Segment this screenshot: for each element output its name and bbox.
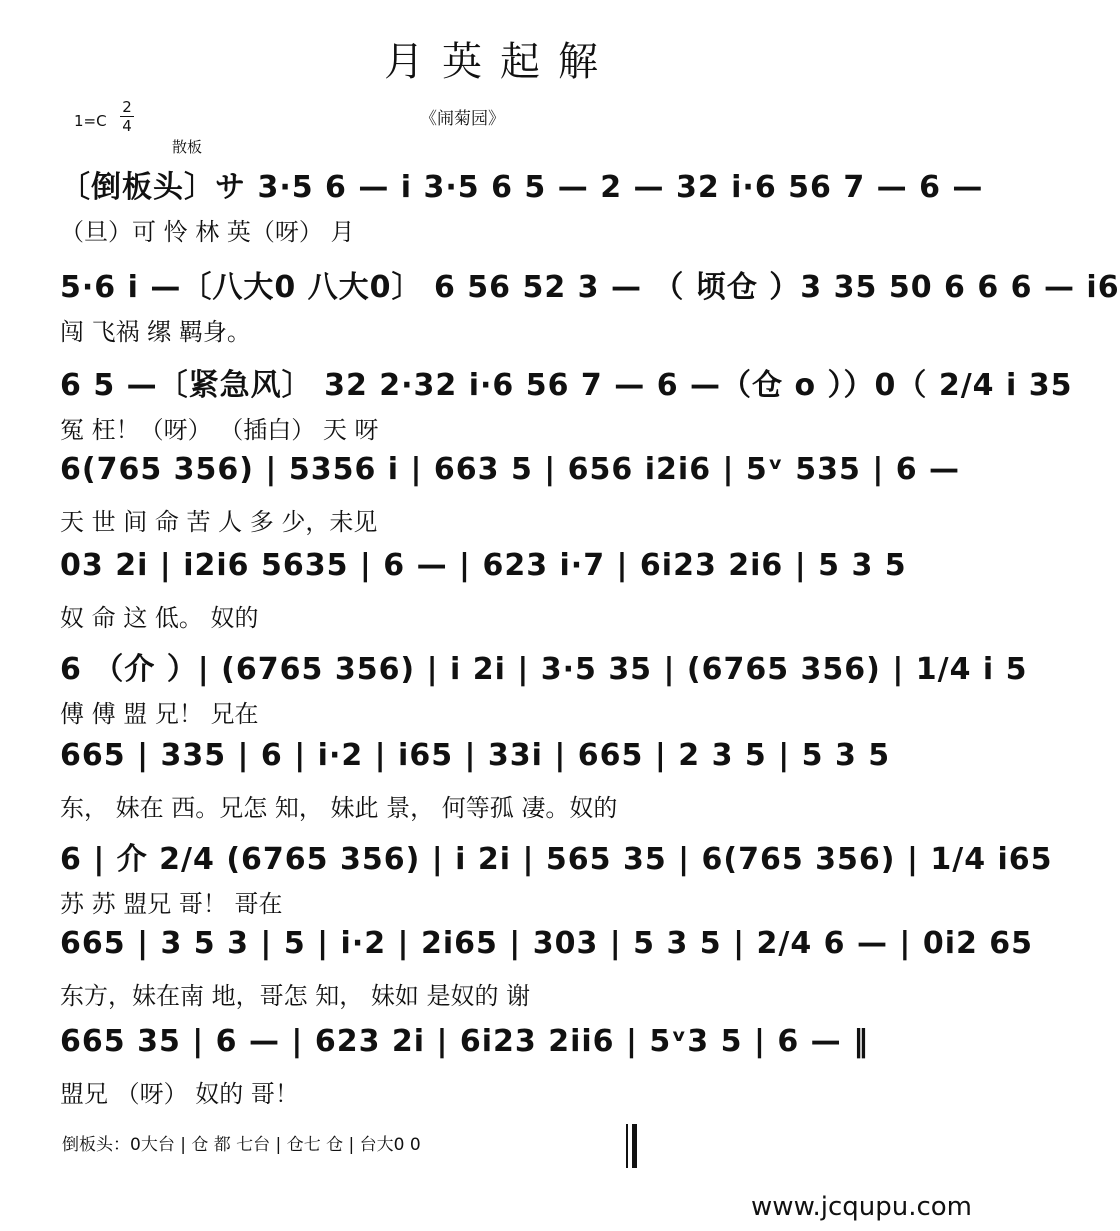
lyrics-line: 冤 枉！（呀） （插白） 天 呀 <box>60 416 379 444</box>
lyrics-line: 苏 苏 盟兄 哥！ 哥在 <box>60 890 283 918</box>
page-title: 月英起解 <box>384 39 616 85</box>
notation-line: 5·6 i —〔八大0 八大0〕 6 56 52 3 — （ 顷仓 ）3 35 50 6 6 6 — i6 <box>60 270 1120 305</box>
lyrics-line: 奴 命 这 低。 奴的 <box>60 604 259 632</box>
percussion-footnote: 倒板头：0大台 | 仓 都 七台 | 仓七 仓 | 台大0 0 <box>62 1135 421 1155</box>
notation-line: 6 5 —〔紧急风〕 32 2·32 i·6 56 7 — 6 —（仓 o ））0（ 2/4 i 35 <box>60 368 1073 403</box>
tempo-marking: 散板 <box>172 138 203 156</box>
lyrics-line: （旦）可 怜 林 英（呀） 月 <box>60 218 355 246</box>
notation-line: 03 2i | i2i6 5635 | 6 — | 623 i·7 | 6i23 2i6 | 5 3 5 <box>60 548 907 583</box>
notation-line: 665 | 335 | 6 | i·2 | i65 | 33i | 665 | 2 3 5 | 5 3 5 <box>60 738 891 773</box>
lyrics-line: 傅 傅 盟 兄！ 兄在 <box>60 700 259 728</box>
source-title: 《闹菊园》 <box>420 109 505 129</box>
key-signature: 1=C <box>74 112 107 130</box>
lyrics-line: 盟兄 （呀） 奴的 哥！ <box>60 1080 299 1108</box>
notation-line: 〔倒板头〕サ 3·5 6 — i 3·5 6 5 — 2 — 32 i·6 56 7 — 6 — <box>60 170 984 205</box>
time-numerator: 2 <box>122 98 132 116</box>
notation-line: 6 （介 ）| (6765 356) | i 2i | 3·5 35 | (6765 356) | 1/4 i 5 <box>60 652 1028 687</box>
notation-line: 665 | 3 5 3 | 5 | i·2 | 2i65 | 303 | 5 3 5 | 2/4 6 — | 0i2 65 <box>60 926 1034 961</box>
footer-barline <box>626 1124 628 1168</box>
lyrics-line: 东， 妹在 西。兄怎 知， 妹此 景， 何等孤 凄。奴的 <box>60 794 618 822</box>
lyrics-line: 天 世 间 命 苦 人 多 少，未见 <box>60 508 378 536</box>
notation-line: 6(765 356) | 5356 i | 663 5 | 656 i2i6 | 5ᵛ 535 | 6 — <box>60 452 961 487</box>
watermark: www.jcqupu.com <box>751 1192 972 1222</box>
notation-line: 6 | 介 2/4 (6765 356) | i 2i | 565 35 | 6(765 356) | 1/4 i65 <box>60 842 1053 877</box>
time-denominator: 4 <box>122 117 132 135</box>
lyrics-line: 闯 飞祸 缧 羁身。 <box>60 318 251 346</box>
lyrics-line: 东方，妹在南 地，哥怎 知， 妹如 是奴的 谢 <box>60 982 531 1010</box>
notation-line: 665 35 | 6 — | 623 2i | 6i23 2ii6 | 5ᵛ3 5 | 6 — ‖ <box>60 1024 870 1059</box>
time-signature <box>120 98 134 135</box>
footer-final-barline <box>632 1124 637 1168</box>
